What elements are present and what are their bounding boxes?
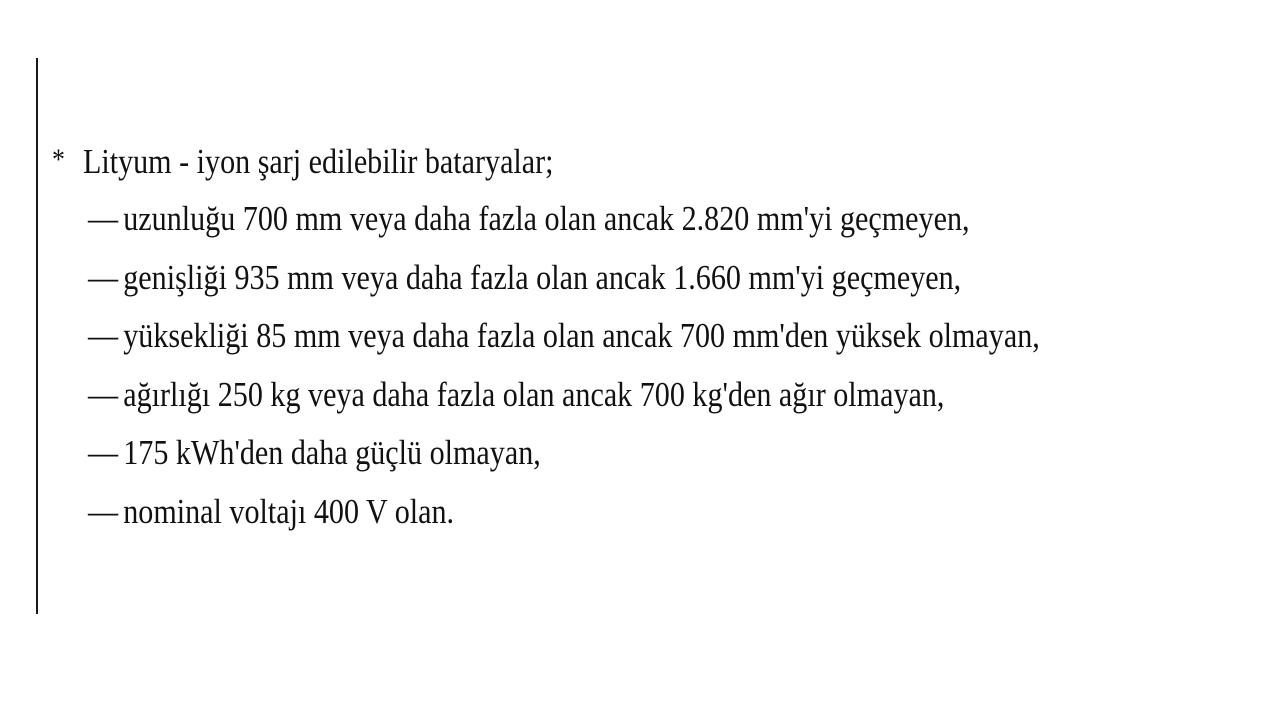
specification-list [88,190,1195,541]
list-item-text: nominal voltajı 400 V olan. [123,491,455,531]
list-item [88,366,1040,425]
list-item-text: 175 kWh'den daha güçlü olmayan, [123,433,541,472]
asterisk-bullet: * [52,143,65,176]
list-item [88,249,1040,308]
heading-line [52,140,554,184]
dash-prefix: — [88,199,119,238]
list-item-text: genişliği 935 mm veya daha fazla olan ancak 1.660 mm'yi geçmeyen, [123,257,962,297]
dash-prefix: — [88,374,119,414]
list-item-text: yüksekliği 85 mm veya daha fazla olan ancak 700 mm'den yüksek olmayan, [123,316,1040,355]
list-item-text: ağırlığı 250 kg veya daha fazla olan ancak 700 kg'den ağır olmayan, [123,374,945,414]
dash-prefix: — [88,257,119,297]
list-item [88,190,1040,249]
list-item [88,424,1040,483]
dash-prefix: — [88,316,119,355]
dash-prefix: — [88,491,119,531]
list-item [88,307,1040,366]
dash-prefix: — [88,433,119,472]
list-item-text: uzunluğu 700 mm veya daha fazla olan ancak 2.820 mm'yi geçmeyen, [123,199,970,238]
heading-text: Lityum - iyon şarj edilebilir bataryalar; [82,142,554,181]
list-item [88,483,1040,542]
